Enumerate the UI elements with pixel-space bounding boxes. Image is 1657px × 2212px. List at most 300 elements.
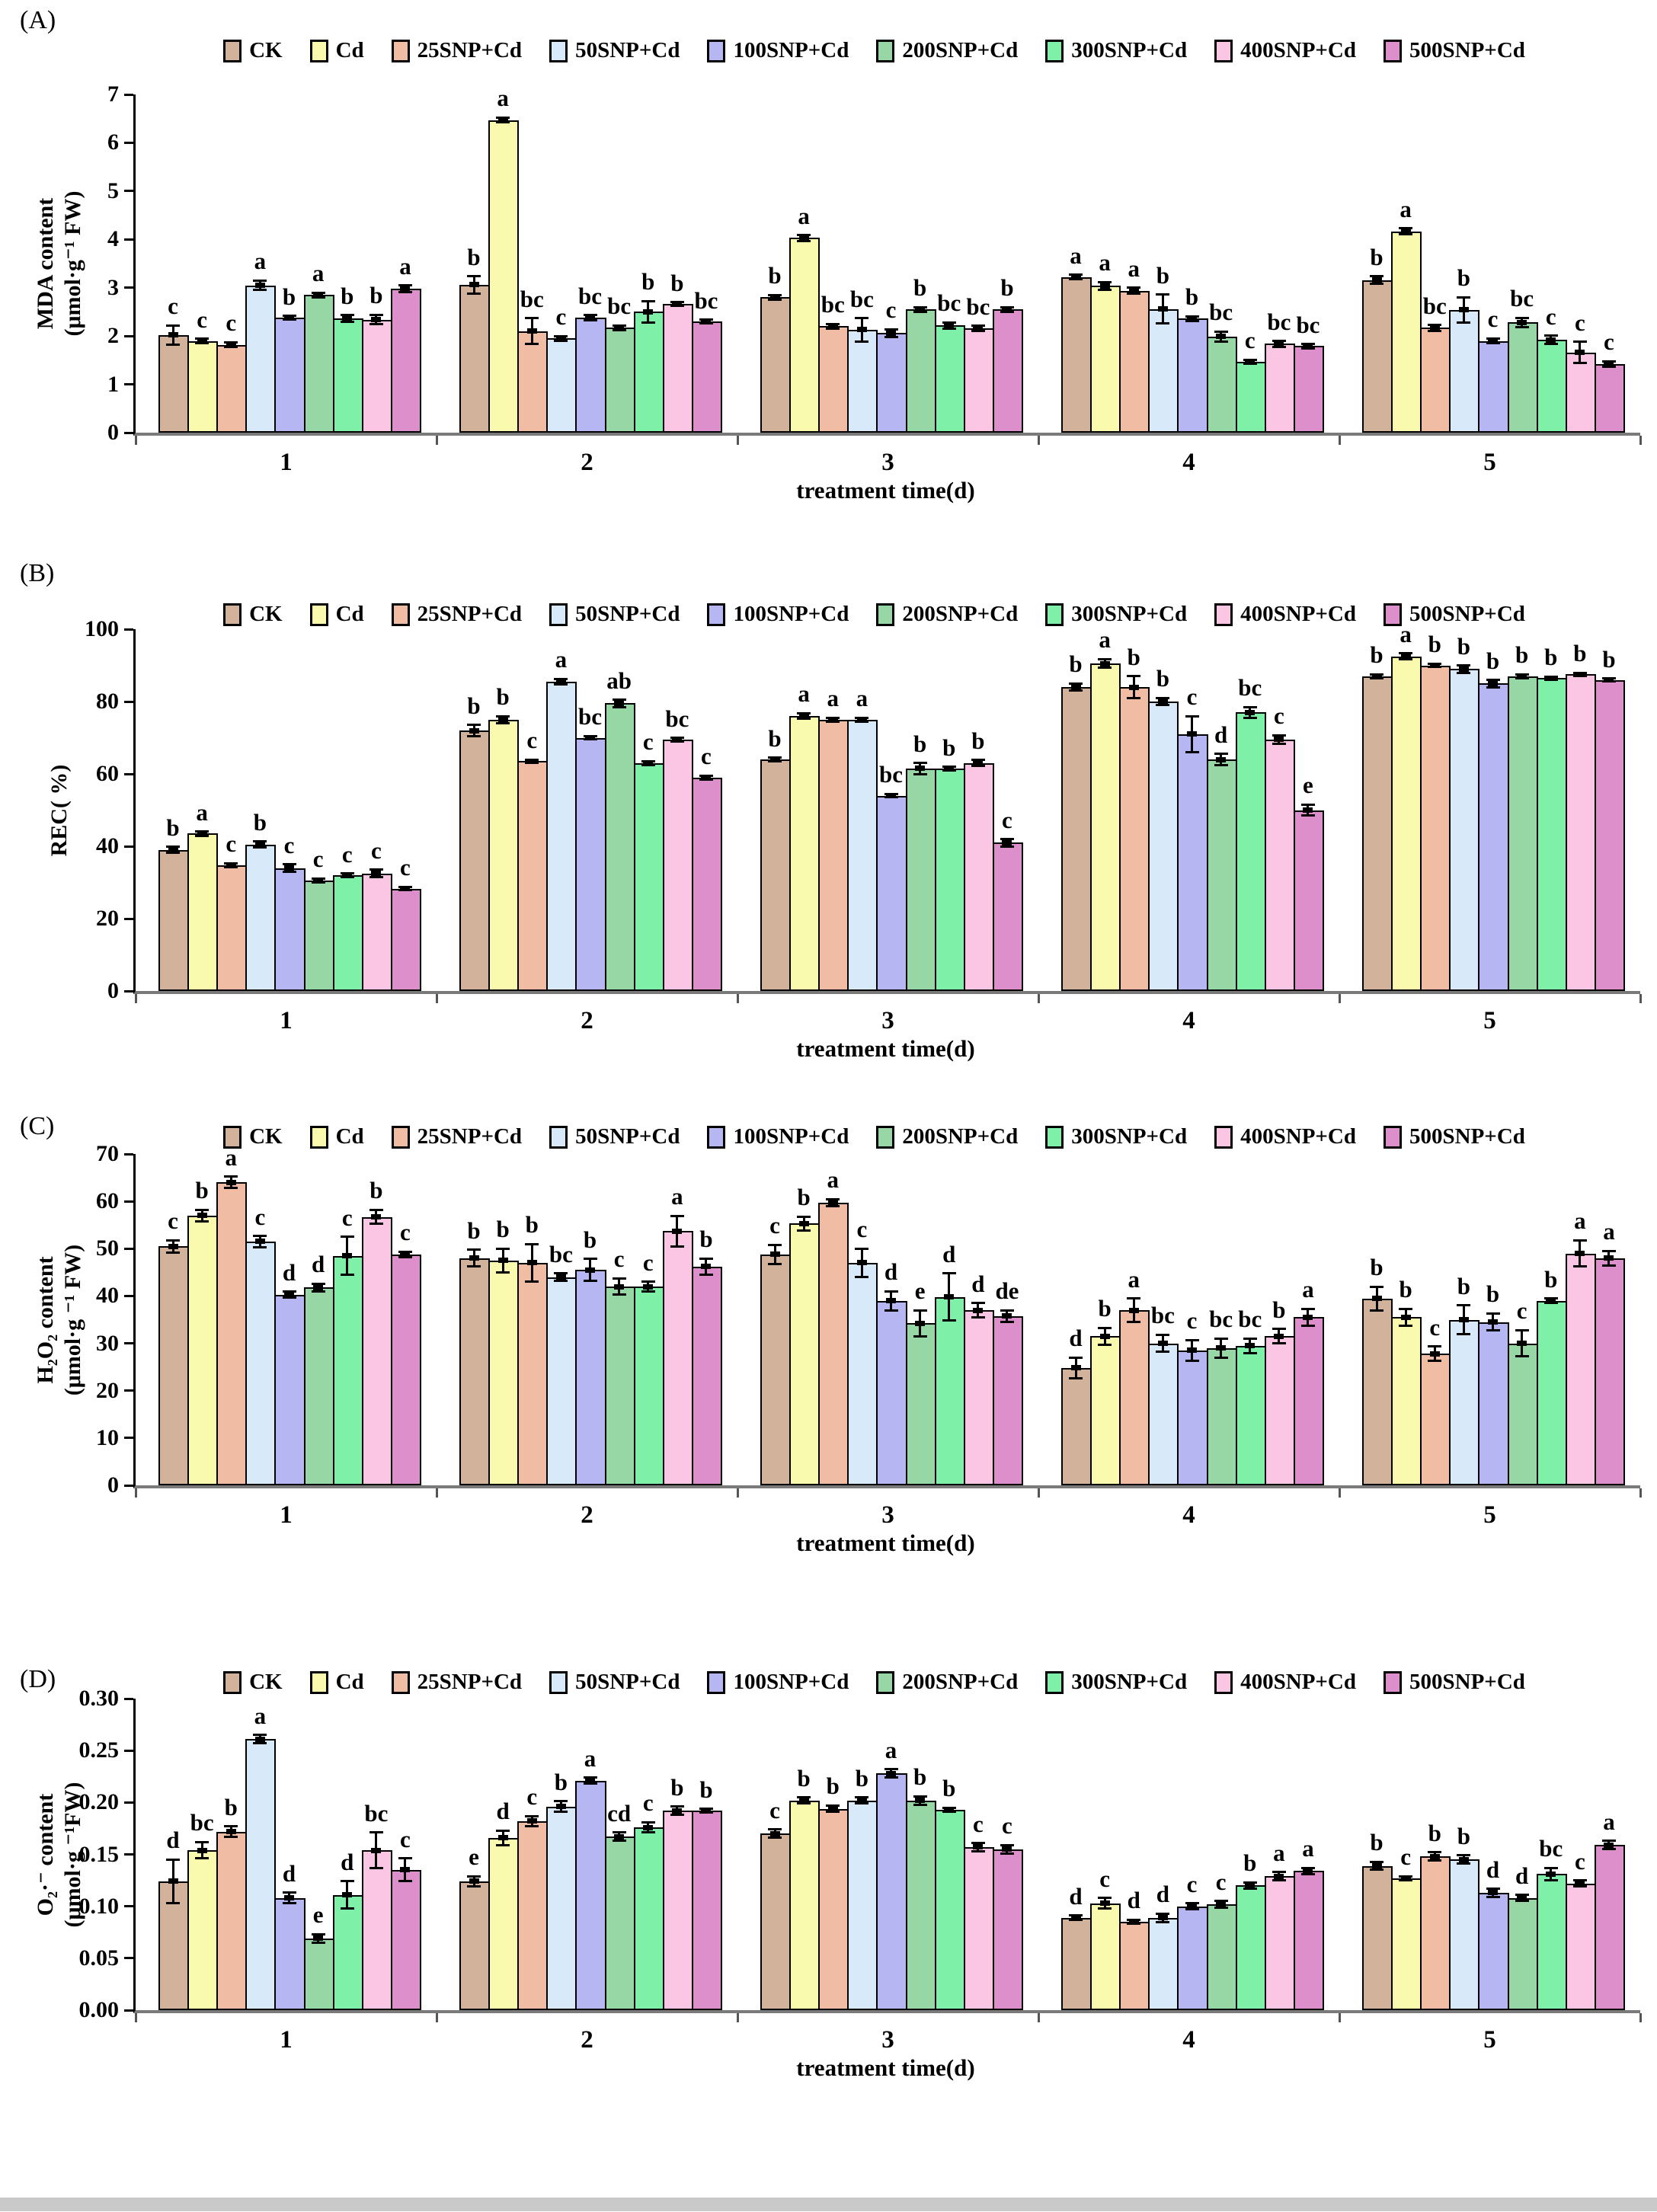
mean-marker [1517,1341,1527,1346]
error-bar-cap [496,1271,510,1274]
mean-marker [614,325,624,331]
y-tick-label: 0.15 [78,1841,119,1867]
bar-cd [789,238,820,433]
bar-200snp-cd [906,769,936,991]
significance-letter: c [526,727,538,753]
panel-label: (A) [20,6,56,34]
bar-50snp-cd [1449,669,1479,991]
error-bar-cap [525,317,539,319]
y-axis-tick [124,918,133,920]
significance-letter: c [226,309,237,337]
bar-400snp-cd [964,763,994,991]
mean-marker [701,319,711,324]
significance-letter: b [1428,631,1441,658]
significance-letter: c [555,303,567,331]
significance-letter: b [797,1764,811,1792]
legend-label: 400SNP+Cd [1240,1670,1357,1694]
significance-letter: bc [879,761,903,788]
error-bar-cap [855,340,868,343]
error-bar-cap [797,1229,811,1232]
significance-letter: b [797,1184,811,1211]
mean-marker [857,1798,867,1803]
mean-marker [556,679,566,684]
significance-letter: b [768,262,782,289]
legend-label: 200SNP+Cd [902,38,1019,62]
error-bar-cap [613,1277,626,1280]
legend-item [392,1124,522,1149]
mean-marker [799,1221,809,1226]
error-bar-cap [1544,1867,1558,1869]
bar-400snp-cd [1566,1884,1596,2010]
mean-marker [1100,661,1110,666]
y-tick-label: 50 [96,1235,119,1261]
error-bar-cap [1272,734,1286,737]
significance-letter: bc [966,292,990,320]
error-bar-cap [1156,1351,1169,1353]
significance-letter: c [168,292,178,320]
error-bar-cap [884,336,898,338]
mean-marker [1100,1334,1110,1339]
error-bar-cap [1069,1357,1083,1359]
x-group-label: 4 [1182,1501,1195,1529]
y-tick-label: 1 [107,371,119,397]
legend-swatch-icon [1045,40,1064,62]
error-bar-cap [670,1245,684,1248]
bar-300snp-cd [634,1287,664,1485]
mean-marker [469,282,479,287]
legend-label: 400SNP+Cd [1240,602,1357,626]
error-bar-cap [1156,322,1169,324]
bar-300snp-cd [333,1256,363,1485]
significance-letter: c [1545,302,1556,330]
error-bar-cap [1127,1297,1140,1299]
y-tick-label: 6 [107,129,119,155]
bar-ck [459,285,490,433]
significance-letter: b [1602,645,1616,673]
mean-marker [1430,663,1440,668]
legend-item [310,38,364,63]
error-bar-cap [1515,317,1529,319]
bar-cd [187,341,218,433]
bar-100snp-cd [876,1773,907,2010]
significance-letter: b [641,268,655,296]
legend-swatch-icon [1214,40,1233,62]
significance-letter: b [1370,243,1383,270]
mean-marker [1100,283,1110,289]
error-bar-cap [913,762,927,764]
significance-letter: bc [520,285,544,312]
bar-200snp-cd [1207,759,1237,991]
error-bar-cap [195,1857,209,1859]
error-bar-cap [670,1215,684,1217]
error-bar-cap [1000,1309,1014,1312]
legend-swatch-icon [707,40,725,62]
error-bar-cap [1486,1329,1500,1331]
significance-letter: bc [694,286,718,314]
mean-marker [1575,1881,1585,1886]
mean-marker [1488,1319,1498,1325]
mean-marker [643,1825,653,1830]
mean-marker [197,1848,207,1853]
error-bar-cap [554,1811,568,1813]
bar-cd [789,716,820,991]
legend-swatch-icon [1383,1671,1402,1694]
error-bar-cap [1098,1344,1112,1346]
mean-marker [498,117,508,123]
x-axis-tick [1639,1488,1642,1498]
y-axis-title [32,191,87,337]
legend-label: 50SNP+Cd [575,1670,680,1694]
error-bar-cap [253,289,267,291]
significance-letter: b [1243,1849,1257,1877]
mean-marker [469,728,479,734]
error-bar-cap [1098,1907,1112,1910]
bar-500snp-cd [993,1316,1023,1485]
error-bar-cap [1214,331,1228,333]
mean-marker [1430,1351,1440,1357]
error-bar-cap [341,1907,354,1910]
bar-ck [1362,1866,1393,2011]
bar-400snp-cd [663,1231,693,1485]
y-axis-title-line1: H₂O₂ content [33,1255,58,1384]
mean-marker [1245,710,1255,715]
error-bar-cap [467,735,481,737]
y-tick-label: 10 [96,1424,119,1450]
x-axis-tick [1339,2013,1341,2022]
mean-marker [944,766,954,771]
error-bar-cap [1573,362,1587,364]
error-bar-cap [855,1276,868,1278]
error-bar-cap [467,1248,481,1251]
x-group-label: 1 [280,449,293,476]
mean-marker [1604,361,1614,366]
error-bar-cap [1457,296,1470,299]
significance-letter: bc [937,289,961,317]
significance-letter: a [798,680,810,708]
error-bar-cap [525,1243,539,1245]
bar-25snp-cd [1119,687,1150,991]
significance-letter: c [283,831,295,858]
bar-300snp-cd [634,763,664,991]
x-axis-tick [737,994,739,1003]
significance-letter: a [1070,241,1082,269]
y-tick-label: 0.30 [78,1686,119,1711]
significance-letter: c [400,1825,411,1852]
significance-letter: c [1604,328,1614,356]
mean-marker [973,326,983,331]
bar-cd [488,120,519,433]
significance-letter: c [769,1212,780,1239]
error-bar-cap [1000,1852,1014,1855]
legend-item [707,602,849,627]
bar-25snp-cd [818,1809,849,2010]
error-bar-cap [1127,697,1140,699]
mean-marker [1459,666,1469,672]
significance-letter: b [768,724,782,752]
mean-marker [527,1818,537,1824]
bar-50snp-cd [1449,1320,1479,1486]
error-bar-cap [1185,1360,1199,1362]
x-axis-tick [1038,1488,1040,1498]
mean-marker [255,1239,265,1244]
mean-marker [342,1253,352,1258]
legend-swatch-icon [1383,40,1402,62]
error-bar-cap [1243,706,1257,708]
mean-marker [1459,1317,1469,1322]
x-group-label: 2 [581,1007,593,1034]
x-axis-tick [1038,994,1040,1003]
legend-label: 500SNP+Cd [1409,1670,1525,1694]
significance-letter: d [1069,1882,1083,1910]
bar-500snp-cd [391,1870,421,2010]
bar-200snp-cd [605,1287,635,1485]
legend-swatch-icon [392,1671,410,1694]
mean-marker [1071,1365,1081,1370]
mean-marker [770,1251,780,1257]
legend-label: 200SNP+Cd [902,602,1019,626]
page-bottom-strip [0,2198,1657,2211]
y-axis-title-line1: MDA content [33,197,58,330]
legend-item [876,38,1018,63]
significance-letter: b [1370,641,1383,669]
error-bar-cap [1544,343,1558,345]
significance-letter: c [701,743,712,770]
bar-200snp-cd [906,309,936,433]
error-bar-cap [1214,1338,1228,1340]
significance-letter: a [254,248,267,275]
mean-marker [1546,337,1556,343]
legend-item [1045,602,1187,627]
y-tick-label: 40 [96,1283,119,1309]
x-group-label: 4 [1182,1007,1195,1034]
y-axis-tick [124,1248,133,1250]
mean-marker [1245,1343,1255,1348]
x-axis-tick [737,2013,739,2022]
bar-200snp-cd [906,1323,936,1485]
error-bar-cap [554,1280,568,1282]
mean-marker [828,1806,838,1811]
mean-marker [1245,1883,1255,1888]
legend-label: 400SNP+Cd [1240,1124,1357,1149]
significance-letter: a [1302,1276,1314,1303]
significance-letter: b [1457,1822,1470,1849]
bar-50snp-cd [847,720,878,991]
bar-200snp-cd [1508,1898,1538,2010]
significance-letter: b [1457,1272,1470,1299]
error-bar-cap [699,1274,713,1276]
significance-letter: c [312,845,324,873]
legend-item [549,1670,680,1695]
bar-25snp-cd [517,1263,548,1485]
error-bar-cap [496,1248,510,1250]
mean-marker [1158,699,1168,705]
mean-marker [1245,359,1255,364]
bar-ck [1362,280,1393,433]
significance-letter: d [282,1258,296,1286]
bar-400snp-cd [663,740,693,991]
legend-label: 100SNP+Cd [733,602,849,626]
bar-cd [789,1223,820,1485]
bar-300snp-cd [935,325,965,433]
significance-letter: a [254,1702,267,1729]
mean-marker [1274,341,1284,347]
error-bar-cap [768,1263,782,1265]
significance-letter: c [1186,1307,1198,1335]
error-bar-cap [1243,1338,1257,1340]
significance-letter: c [400,854,411,881]
mean-marker [1129,1308,1139,1313]
bar-50snp-cd [546,338,577,433]
significance-letter: a [1099,249,1111,276]
error-bar-cap [1457,672,1470,674]
bar-300snp-cd [333,318,363,433]
y-tick-label: 20 [96,1377,119,1403]
error-bar-cap [641,1831,655,1833]
mean-marker [226,862,236,868]
mean-marker [614,1284,624,1290]
bar-ck [1061,687,1092,991]
significance-letter: a [1399,195,1412,222]
significance-letter: a [884,1736,897,1763]
bar-ck [1362,676,1393,991]
mean-marker [1401,1315,1411,1320]
legend-label: 300SNP+Cd [1071,1124,1188,1149]
error-bar-cap [398,1857,412,1859]
significance-letter: c [1487,305,1499,333]
legend-label: CK [249,602,283,626]
mean-marker [226,1180,236,1185]
error-bar-cap [467,1265,481,1267]
mean-marker [313,878,323,884]
mean-marker [799,235,809,241]
significance-letter: d [1127,1887,1140,1914]
bar-500snp-cd [993,1849,1023,2010]
error-bar-cap [283,1902,296,1904]
mean-marker [770,757,780,762]
bar-ck [760,297,791,433]
bar-cd [1090,1904,1121,2010]
bar-300snp-cd [935,769,965,991]
x-group-label: 3 [881,2026,894,2054]
error-bar-cap [613,706,626,708]
significance-letter: a [584,1744,597,1772]
significance-letter: b [369,1177,383,1204]
legend-swatch-icon [707,603,725,626]
bar-300snp-cd [634,312,664,433]
mean-marker [614,701,624,706]
mean-marker [799,714,809,719]
legend-swatch-icon [1045,1126,1064,1149]
bar-cd [1391,657,1422,991]
error-bar-cap [613,1293,626,1296]
mean-marker [585,315,595,321]
error-bar-cap [1428,1859,1441,1862]
y-tick-label: 0.10 [78,1893,119,1919]
significance-letter: b [699,1776,713,1803]
mean-marker [400,286,410,291]
x-group-label: 3 [881,1007,894,1034]
y-axis-tick [124,701,133,703]
legend-label: 300SNP+Cd [1071,602,1188,626]
x-axis-tick [737,1488,739,1498]
mean-marker [672,302,682,307]
mean-marker [1002,1313,1012,1319]
error-bar-cap [1156,1921,1169,1923]
bar-50snp-cd [847,1263,878,1485]
y-axis-title-line1: O₂·⁻ content [33,1793,58,1916]
error-bar-cap [855,317,868,319]
bar-100snp-cd [1478,683,1508,991]
legend-swatch-icon [1214,603,1233,626]
bar-300snp-cd [1236,1346,1266,1485]
x-group-label: 3 [881,449,894,476]
bar-50snp-cd [1148,1918,1179,2010]
y-axis-tick [124,1698,133,1700]
mean-marker [1129,1920,1139,1925]
mean-marker [857,327,867,332]
error-bar-cap [496,722,510,724]
significance-letter: e [312,1901,324,1929]
bar-100snp-cd [1478,341,1508,433]
mean-marker [585,1267,595,1273]
mean-marker [1303,344,1313,349]
x-group-label: 5 [1483,1007,1496,1034]
error-bar-cap [1127,675,1140,677]
error-bar-cap [699,1258,713,1260]
bar-25snp-cd [1420,1354,1451,1485]
mean-marker [1459,307,1469,312]
error-bar-cap [1069,689,1083,692]
significance-letter: c [1400,1843,1412,1871]
bar-ck [1061,277,1092,433]
bar-ck [158,850,189,991]
significance-letter: de [995,1277,1019,1305]
significance-letter: bc [190,1809,214,1836]
mean-marker [527,759,537,764]
significance-letter: ab [606,666,632,694]
legend-label: 500SNP+Cd [1409,38,1525,62]
error-bar-cap [369,314,383,316]
error-bar-cap [855,1248,868,1250]
bar-300snp-cd [1537,1301,1567,1485]
legend-swatch-icon [549,40,568,62]
error-bar-cap [884,1776,898,1779]
mean-marker [1517,1895,1527,1900]
legend-swatch-icon [1214,1126,1233,1149]
legend-swatch-icon [310,40,328,62]
error-bar-cap [1156,704,1169,706]
error-bar-cap [1069,1377,1083,1379]
bar-500snp-cd [993,842,1023,991]
significance-letter: b [467,692,481,719]
x-axis-title: treatment time(d) [796,1530,975,1556]
mean-marker [701,1264,711,1269]
x-axis-tick [1339,1488,1341,1498]
significance-letter: a [1574,1207,1586,1235]
significance-letter: c [1516,1297,1527,1325]
legend-swatch-icon [392,40,410,62]
mean-marker [1002,840,1012,845]
legend-label: 50SNP+Cd [575,1124,680,1149]
y-tick-label: 0 [107,978,119,1003]
legend-label: 25SNP+Cd [417,38,523,62]
significance-letter: a [1128,1265,1140,1293]
error-bar-cap [768,1836,782,1839]
panel-label: (C) [20,1112,55,1140]
bar-100snp-cd [575,738,606,992]
y-axis-tick [124,1853,133,1856]
bar-cd [1090,1336,1121,1485]
